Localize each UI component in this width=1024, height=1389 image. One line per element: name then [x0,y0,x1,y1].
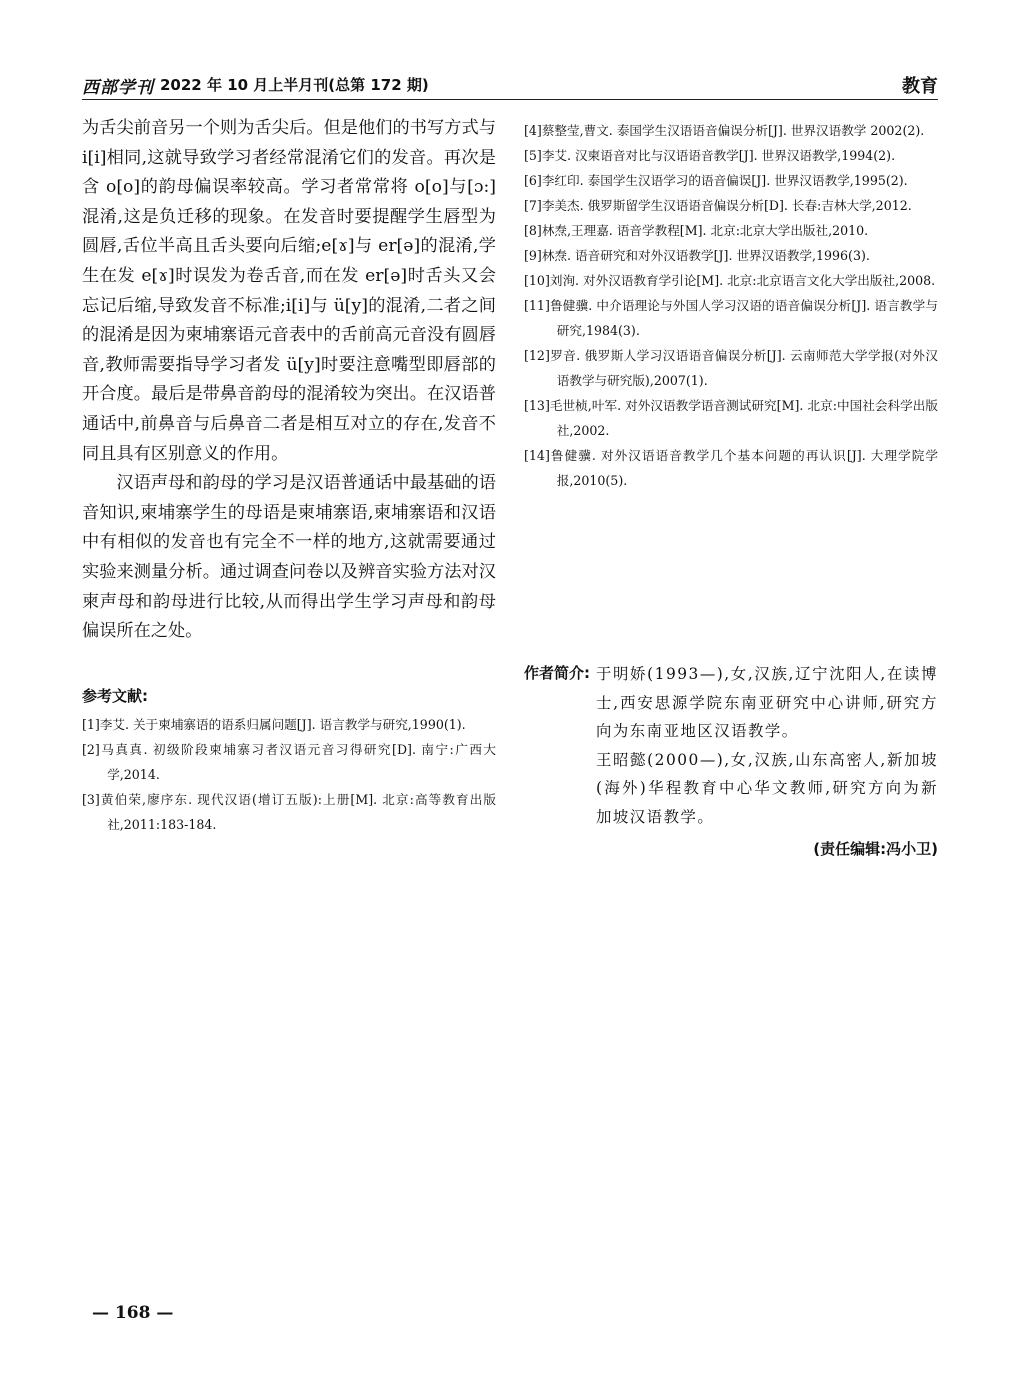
body-paragraph-2: 汉语声母和韵母的学习是汉语普通话中最基础的语音知识,柬埔寨学生的母语是柬埔寨语,柬埔寨语和汉语中有相似的发音也有完全不一样的地方,这就需要通过实验来测量分析。通过调查问卷以及辨音实验方法对汉柬声母和韵母进行比较,从而得出学生学习声母和韵母偏误所在之处。 [82,473,496,642]
reference-item: [2]马真真. 初级阶段柬埔寨习者汉语元音习得研究[D]. 南宁:广西大学,2014. [82,741,496,782]
reference-item: [9]林焘. 语音研究和对外汉语教学[J]. 世界汉语教学,1996(3). [524,248,870,263]
author-info [524,660,938,859]
author-label: 作者简介: [524,664,590,682]
issue-info: 2022 年 10 月上半月刊(总第 172 期) [160,76,429,94]
body-paragraph-1: 为舌尖前音另一个则为舌尖后。但是他们的书写方式与 i[i]相同,这就导致学习者经常混淆它们的发音。再次是含 o[o]的韵母偏误率较高。学习者常常将 o[o]与[ɔ:]混淆,这是负迁移的现象。在发音时要提醒学生唇型为圆唇,舌位半高且舌头要向后缩;e[ɤ]与 er[ə]的混淆,学生在发 e[ɤ]时误发为卷舌音,而在发 er[ə]时舌头又会忘记后缩,导致发音不标准;i[i]与 ü[y]的混淆,二者之间的混淆是因为柬埔寨语元音表中的舌前高元音没有圆唇音,教师需要指导学习者发 ü[y]时要注意嘴型即唇部的开合度。最后是带鼻音韵母的混淆较为突出。在汉语普通话中,前鼻音与后鼻音二者是相互对立的存在,发音不同且具有区别意义的作用。 [82,118,496,464]
reference-item: [3]黄伯荣,廖序东. 现代汉语(增订五版):上册[M]. 北京:高等教育出版社,2011:183-184. [82,791,496,832]
right-column-references [524,118,938,493]
reference-item: [13]毛世桢,叶军. 对外汉语教学语音测试研究[M]. 北京:中国社会科学出版社,2002. [524,398,938,438]
reference-item: [11]鲁健骥. 中介语理论与外国人学习汉语的语音偏误分析[J]. 语言教学与研究,1984(3). [524,298,938,338]
reference-item: [10]刘洵. 对外汉语教育学引论[M]. 北京:北京语言文化大学出版社,2008. [524,273,936,288]
reference-item: [14]鲁健骥. 对外汉语语音教学几个基本问题的再认识[J]. 大理学院学报,2010(5). [524,448,938,488]
author-bio-1: 于明娇(1993—),女,汉族,辽宁沈阳人,在读博士,西安思源学院东南亚研究中心讲师,研究方向为东南亚地区汉语教学。 [596,665,938,741]
page-number: — 168 — [92,1303,174,1323]
reference-item: [6]李红印. 泰国学生汉语学习的语音偏误[J]. 世界汉语教学,1995(2). [524,173,908,188]
reference-item: [1]李艾. 关于柬埔寨语的语系归属问题[J]. 语言教学与研究,1990(1). [82,716,466,732]
responsible-editor: (责任编辑:冯小卫) [813,839,938,858]
reference-item: [12]罗音. 俄罗斯人学习汉语语音偏误分析[J]. 云南师范大学学报(对外汉语教学与研究版),2007(1). [524,348,938,388]
reference-item: [5]李艾. 汉柬语音对比与汉语语音教学[J]. 世界汉语教学,1994(2). [524,148,896,163]
running-header [82,72,938,98]
left-column [82,114,496,837]
reference-item: [7]李美杰. 俄罗斯留学生汉语语音偏误分析[D]. 长春:吉林大学,2012. [524,198,912,213]
journal-logo: 西部学刊 [82,78,154,98]
header-rule [82,99,938,100]
reference-item: [8]林焘,王理嘉. 语音学教程[M]. 北京:北京大学出版社,2010. [524,223,869,238]
reference-item: [4]蔡整莹,曹文. 泰国学生汉语语音偏误分析[J]. 世界汉语教学 2002(2). [524,123,925,138]
section-name: 教育 [902,76,938,97]
author-bio-2: 王昭懿(2000—),女,汉族,山东高密人,新加坡(海外)华程教育中心华文教师,研究方向为新加坡汉语教学。 [596,750,938,826]
references-heading: 参考文献: [82,686,148,705]
